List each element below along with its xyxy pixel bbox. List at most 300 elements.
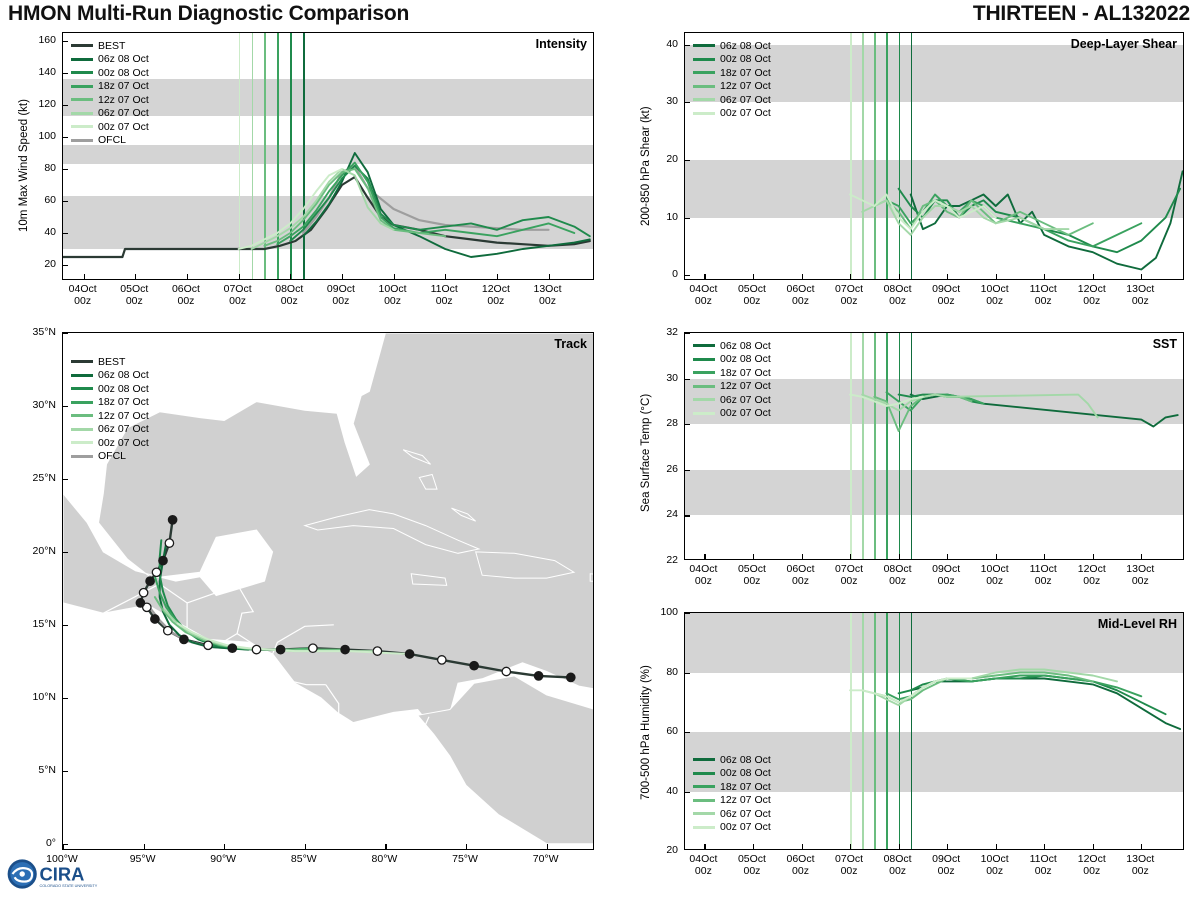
x-tick-label: 05Oct 00z: [120, 283, 149, 307]
legend-item[interactable]: [71, 80, 149, 94]
intensity-y-axis-label: 10m Max Wind Speed (kt): [18, 99, 30, 232]
x-tick-label: 11Oct 00z: [1029, 563, 1057, 587]
legend-item[interactable]: [71, 369, 149, 383]
legend-label: 06z 07 Oct: [98, 423, 149, 436]
x-tick-label: 10Oct 00z: [980, 563, 1009, 587]
y-tick-mark: [63, 41, 68, 42]
legend-color-swatch: [693, 358, 715, 361]
legend-item[interactable]: [693, 366, 771, 380]
x-tick-mark: [947, 554, 948, 559]
x-tick-mark: [704, 844, 705, 849]
x-tick-label: 06Oct 00z: [786, 563, 815, 587]
legend-item[interactable]: [693, 93, 771, 107]
legend-label: 12z 07 Oct: [720, 380, 771, 393]
rh-title: Mid-Level RH: [1097, 617, 1177, 631]
legend-label: 00z 08 Oct: [720, 353, 771, 366]
y-tick-label: 20: [44, 258, 56, 270]
legend-label: 18z 07 Oct: [98, 396, 149, 409]
shear-legend: [693, 39, 771, 120]
y-tick-label: 0°: [45, 836, 56, 849]
shear-y-axis-label: 200-850 hPa Shear (kt): [640, 106, 652, 226]
legend-label: 06z 08 Oct: [720, 339, 771, 352]
y-tick-mark: [685, 470, 690, 471]
x-tick-label: 07Oct 00z: [223, 283, 252, 307]
legend-label: 18z 07 Oct: [720, 366, 771, 379]
x-tick-label: 06Oct 00z: [786, 853, 815, 877]
x-tick-mark: [996, 844, 997, 849]
legend-label: OFCL: [98, 134, 127, 147]
y-tick-label: 10°N: [32, 690, 56, 703]
x-tick-label: 07Oct 00z: [835, 853, 864, 877]
x-tick-label: 04Oct 00z: [689, 283, 718, 307]
x-tick-mark: [1093, 274, 1094, 279]
legend-item[interactable]: [71, 66, 149, 80]
map-border-line: [332, 333, 368, 377]
series-line: [862, 395, 1097, 418]
intensity-legend: [71, 39, 149, 147]
track-plot-area: [62, 332, 594, 850]
legend-label: 06z 07 Oct: [720, 93, 771, 106]
legend-item[interactable]: [71, 396, 149, 410]
x-tick-label: 10Oct 00z: [378, 283, 407, 307]
x-tick-mark: [187, 274, 188, 279]
y-tick-mark: [685, 102, 690, 103]
shear-plot-area: [684, 32, 1184, 280]
legend-label: 00z 08 Oct: [98, 382, 149, 395]
sst-panel: [684, 332, 1184, 560]
x-tick-label: 08Oct 00z: [883, 853, 912, 877]
legend-item[interactable]: [71, 120, 149, 134]
legend-item[interactable]: [693, 407, 771, 421]
x-tick-label: 11Oct 00z: [1029, 283, 1057, 307]
y-tick-mark: [63, 265, 68, 266]
y-tick-label: 22: [666, 554, 678, 566]
series-line: [911, 171, 1183, 269]
y-tick-mark: [63, 479, 68, 480]
x-tick-mark: [135, 274, 136, 279]
x-tick-label: 05Oct 00z: [737, 563, 766, 587]
y-tick-mark: [63, 625, 68, 626]
y-tick-label: 28: [666, 417, 678, 430]
y-tick-label: 100: [38, 130, 56, 142]
series-line: [911, 679, 1180, 730]
legend-item[interactable]: [71, 107, 149, 121]
legend-color-swatch: [71, 98, 93, 101]
x-tick-label: 08Oct 00z: [275, 283, 304, 307]
legend-item[interactable]: [693, 53, 771, 67]
legend-label: 00z 07 Oct: [98, 436, 149, 449]
x-tick-label: 04Oct 00z: [689, 853, 718, 877]
track-marker: [276, 645, 284, 653]
legend-color-swatch: [71, 455, 93, 458]
legend-color-swatch: [693, 371, 715, 374]
x-tick-label: 04Oct 00z: [68, 283, 97, 307]
x-tick-mark: [1141, 844, 1142, 849]
legend-item[interactable]: [693, 80, 771, 94]
x-tick-label: 11Oct 00z: [1029, 853, 1057, 877]
legend-color-swatch: [71, 85, 93, 88]
legend-item[interactable]: [71, 134, 149, 148]
x-tick-label: 10Oct 00z: [980, 853, 1009, 877]
legend-item[interactable]: [71, 355, 149, 369]
y-tick-mark: [685, 613, 690, 614]
legend-item[interactable]: [693, 821, 771, 835]
track-marker: [228, 644, 236, 652]
x-tick-label: 07Oct 00z: [835, 283, 864, 307]
y-tick-label: 140: [38, 66, 56, 78]
legend-label: 12z 07 Oct: [98, 93, 149, 106]
legend-color-swatch: [71, 387, 93, 390]
x-tick-mark: [704, 554, 705, 559]
track-marker: [204, 641, 212, 649]
intensity-plot-area: [62, 32, 594, 280]
series-line: [874, 395, 971, 431]
legend-label: BEST: [98, 39, 126, 52]
legend-color-swatch: [693, 71, 715, 74]
legend-item[interactable]: [71, 382, 149, 396]
x-tick-mark: [1093, 844, 1094, 849]
y-tick-mark: [63, 169, 68, 170]
svg-text:CIRA: CIRA: [39, 863, 85, 885]
legend-item[interactable]: [693, 794, 771, 808]
x-tick-mark: [385, 844, 386, 849]
x-tick-mark: [899, 554, 900, 559]
legend-label: 18z 07 Oct: [720, 66, 771, 79]
y-tick-label: 20°N: [32, 544, 56, 557]
sst-title: SST: [1152, 337, 1177, 351]
y-tick-label: 32: [666, 326, 678, 338]
x-tick-mark: [947, 274, 948, 279]
x-tick-label: 70°W: [532, 853, 559, 865]
legend-label: 06z 07 Oct: [98, 107, 149, 120]
legend-color-swatch: [71, 58, 93, 61]
legend-color-swatch: [693, 44, 715, 47]
legend-color-swatch: [71, 112, 93, 115]
track-marker: [180, 635, 188, 643]
page-title: HMON Multi-Run Diagnostic Comparison: [8, 2, 410, 25]
track-marker: [341, 645, 349, 653]
x-tick-mark: [1141, 274, 1142, 279]
x-tick-mark: [947, 844, 948, 849]
y-tick-label: 24: [666, 508, 678, 521]
track-marker: [136, 599, 144, 607]
x-tick-mark: [63, 844, 64, 849]
legend-label: 06z 08 Oct: [720, 753, 771, 766]
legend-label: 00z 08 Oct: [720, 767, 771, 780]
y-tick-mark: [685, 45, 690, 46]
legend-color-swatch: [71, 71, 93, 74]
series-line: [911, 395, 1178, 427]
track-legend: [71, 355, 149, 463]
track-marker: [152, 568, 160, 576]
legend-color-swatch: [71, 414, 93, 417]
x-tick-label: 12Oct 00z: [1077, 853, 1106, 877]
x-tick-mark: [850, 844, 851, 849]
y-tick-mark: [685, 424, 690, 425]
legend-label: 06z 08 Oct: [98, 369, 149, 382]
track-marker: [534, 672, 542, 680]
legend-color-swatch: [71, 125, 93, 128]
legend-item[interactable]: [693, 780, 771, 794]
cira-logo: [6, 852, 114, 896]
track-marker: [168, 516, 176, 524]
x-tick-mark: [1141, 554, 1142, 559]
x-tick-label: 12Oct 00z: [481, 283, 510, 307]
legend-color-swatch: [693, 85, 715, 88]
legend-color-swatch: [693, 412, 715, 415]
legend-color-swatch: [693, 344, 715, 347]
x-tick-label: 06Oct 00z: [786, 283, 815, 307]
x-tick-label: 13Oct 00z: [1126, 563, 1155, 587]
y-tick-label: 25°N: [32, 471, 56, 484]
x-tick-mark: [996, 274, 997, 279]
y-tick-mark: [685, 515, 690, 516]
legend-item[interactable]: [693, 807, 771, 821]
legend-label: 00z 07 Oct: [98, 120, 149, 133]
x-tick-mark: [802, 554, 803, 559]
x-tick-label: 12Oct 00z: [1077, 563, 1106, 587]
series-line: [887, 195, 1142, 247]
x-tick-label: 13Oct 00z: [1126, 283, 1155, 307]
sst-legend: [693, 339, 771, 420]
legend-item[interactable]: [693, 107, 771, 121]
x-tick-mark: [1093, 554, 1094, 559]
y-tick-mark: [63, 333, 68, 334]
legend-color-swatch: [71, 44, 93, 47]
legend-item[interactable]: [71, 450, 149, 464]
legend-label: 18z 07 Oct: [720, 780, 771, 793]
legend-label: 06z 07 Oct: [720, 393, 771, 406]
x-tick-mark: [549, 274, 550, 279]
x-tick-mark: [1044, 844, 1045, 849]
x-tick-mark: [850, 554, 851, 559]
x-tick-label: 13Oct 00z: [1126, 853, 1155, 877]
x-tick-label: 06Oct 00z: [171, 283, 200, 307]
y-tick-mark: [685, 792, 690, 793]
x-tick-mark: [996, 554, 997, 559]
legend-label: 00z 08 Oct: [720, 53, 771, 66]
legend-color-swatch: [71, 360, 93, 363]
series-line: [303, 166, 548, 233]
x-tick-mark: [394, 274, 395, 279]
x-tick-mark: [1044, 274, 1045, 279]
legend-label: 06z 08 Oct: [98, 53, 149, 66]
x-tick-label: 05Oct 00z: [737, 283, 766, 307]
legend-label: 06z 08 Oct: [720, 39, 771, 52]
legend-color-swatch: [693, 58, 715, 61]
legend-item[interactable]: [71, 39, 149, 53]
legend-color-swatch: [693, 799, 715, 802]
legend-color-swatch: [693, 385, 715, 388]
x-tick-mark: [850, 274, 851, 279]
y-tick-mark: [685, 275, 690, 276]
x-tick-label: 09Oct 00z: [326, 283, 355, 307]
y-tick-label: 26: [666, 462, 678, 475]
legend-label: 00z 08 Oct: [98, 66, 149, 79]
y-tick-mark: [685, 673, 690, 674]
sst-plot-area: [684, 332, 1184, 560]
x-tick-label: 75°W: [452, 853, 478, 865]
y-tick-label: 20: [666, 152, 678, 165]
x-tick-mark: [497, 274, 498, 279]
y-tick-mark: [63, 698, 68, 699]
x-tick-mark: [144, 844, 145, 849]
x-tick-mark: [224, 844, 225, 849]
track-marker: [139, 589, 147, 597]
series-line: [277, 163, 574, 245]
legend-item[interactable]: [693, 39, 771, 53]
track-marker: [165, 539, 173, 547]
y-tick-label: 40: [666, 37, 678, 50]
y-tick-mark: [685, 379, 690, 380]
legend-color-swatch: [71, 139, 93, 142]
map-border-line: [200, 333, 253, 400]
x-tick-mark: [547, 844, 548, 849]
y-tick-label: 30°N: [32, 398, 56, 411]
x-tick-label: 85°W: [290, 853, 317, 865]
x-tick-mark: [84, 274, 85, 279]
legend-color-swatch: [71, 428, 93, 431]
y-tick-mark: [685, 732, 690, 733]
legend-item[interactable]: [71, 93, 149, 107]
storm-id-title: THIRTEEN - AL132022: [972, 2, 1190, 25]
x-tick-label: 10Oct 00z: [980, 283, 1009, 307]
y-tick-mark: [63, 105, 68, 106]
legend-label: 12z 07 Oct: [720, 794, 771, 807]
svg-text:COLORADO STATE UNIVERSITY: COLORADO STATE UNIVERSITY: [39, 883, 98, 888]
y-tick-label: 5°N: [38, 763, 56, 776]
x-tick-mark: [802, 844, 803, 849]
y-tick-mark: [685, 160, 690, 161]
legend-color-swatch: [693, 785, 715, 788]
y-tick-label: 80: [666, 665, 678, 678]
x-tick-label: 95°W: [129, 853, 156, 865]
x-tick-label: 13Oct 00z: [533, 283, 562, 307]
y-tick-label: 0: [672, 268, 678, 281]
y-tick-mark: [63, 137, 68, 138]
legend-item[interactable]: [71, 409, 149, 423]
y-tick-label: 80: [44, 162, 56, 174]
legend-label: 12z 07 Oct: [98, 409, 149, 422]
track-marker: [567, 673, 575, 681]
y-tick-mark: [685, 218, 690, 219]
legend-item[interactable]: [71, 436, 149, 450]
y-tick-label: 60: [44, 194, 56, 206]
sst-y-axis-label: Sea Surface Temp (°C): [640, 393, 652, 512]
x-tick-mark: [445, 274, 446, 279]
y-tick-mark: [63, 233, 68, 234]
x-tick-label: 08Oct 00z: [883, 283, 912, 307]
x-tick-label: 100°W: [46, 853, 78, 865]
legend-color-swatch: [693, 398, 715, 401]
legend-color-swatch: [71, 374, 93, 377]
map-border-line: [303, 333, 305, 399]
legend-item[interactable]: [693, 393, 771, 407]
y-tick-label: 30: [666, 371, 678, 384]
x-tick-mark: [802, 274, 803, 279]
legend-item[interactable]: [693, 753, 771, 767]
x-tick-label: 09Oct 00z: [932, 853, 961, 877]
y-tick-label: 10: [666, 210, 678, 223]
y-tick-label: 40: [666, 784, 678, 797]
map-border-line: [250, 335, 253, 401]
x-tick-label: 09Oct 00z: [932, 283, 961, 307]
rh-legend: [693, 753, 771, 834]
legend-color-swatch: [71, 441, 93, 444]
x-tick-mark: [704, 274, 705, 279]
intensity-title: Intensity: [535, 37, 587, 51]
legend-label: 18z 07 Oct: [98, 80, 149, 93]
y-tick-mark: [63, 73, 68, 74]
legend-item[interactable]: [693, 380, 771, 394]
legend-item[interactable]: [693, 339, 771, 353]
x-tick-mark: [753, 554, 754, 559]
legend-color-swatch: [693, 98, 715, 101]
x-tick-mark: [342, 274, 343, 279]
legend-item[interactable]: [693, 353, 771, 367]
track-marker: [405, 650, 413, 658]
series-line: [303, 153, 590, 257]
x-tick-mark: [290, 274, 291, 279]
island-puerto-rico: [590, 574, 594, 583]
x-tick-label: 08Oct 00z: [883, 563, 912, 587]
track-marker: [146, 577, 154, 585]
track-marker: [502, 667, 510, 675]
x-tick-label: 09Oct 00z: [932, 563, 961, 587]
y-tick-mark: [63, 771, 68, 772]
track-title: Track: [554, 337, 587, 351]
legend-color-swatch: [693, 826, 715, 829]
y-tick-label: 20: [666, 844, 678, 856]
x-tick-label: 11Oct 00z: [430, 283, 458, 307]
x-tick-label: 07Oct 00z: [835, 563, 864, 587]
track-marker: [438, 656, 446, 664]
y-tick-mark: [685, 333, 690, 334]
x-tick-label: 04Oct 00z: [689, 563, 718, 587]
track-marker: [309, 644, 317, 652]
y-tick-label: 100: [660, 606, 678, 618]
x-tick-mark: [239, 274, 240, 279]
legend-color-swatch: [693, 112, 715, 115]
legend-item[interactable]: [693, 66, 771, 80]
legend-label: 00z 07 Oct: [720, 407, 771, 420]
legend-item[interactable]: [71, 53, 149, 67]
map-border-line: [205, 362, 228, 403]
legend-label: 06z 07 Oct: [720, 807, 771, 820]
legend-color-swatch: [693, 758, 715, 761]
legend-item[interactable]: [693, 767, 771, 781]
legend-label: 00z 07 Oct: [720, 107, 771, 120]
track-marker: [151, 615, 159, 623]
rh-panel: [684, 612, 1184, 850]
legend-color-swatch: [71, 401, 93, 404]
series-line: [862, 670, 1117, 706]
x-tick-label: 12Oct 00z: [1077, 283, 1106, 307]
legend-color-swatch: [693, 772, 715, 775]
track-marker: [159, 556, 167, 564]
x-tick-label: 05Oct 00z: [737, 853, 766, 877]
legend-color-swatch: [693, 812, 715, 815]
y-tick-label: 160: [38, 34, 56, 46]
shear-panel: [684, 32, 1184, 280]
x-tick-mark: [753, 844, 754, 849]
y-tick-label: 60: [666, 725, 678, 737]
x-tick-label: 80°W: [371, 853, 398, 865]
x-tick-mark: [753, 274, 754, 279]
legend-item[interactable]: [71, 423, 149, 437]
x-tick-mark: [466, 844, 467, 849]
y-tick-label: 30: [666, 95, 678, 108]
